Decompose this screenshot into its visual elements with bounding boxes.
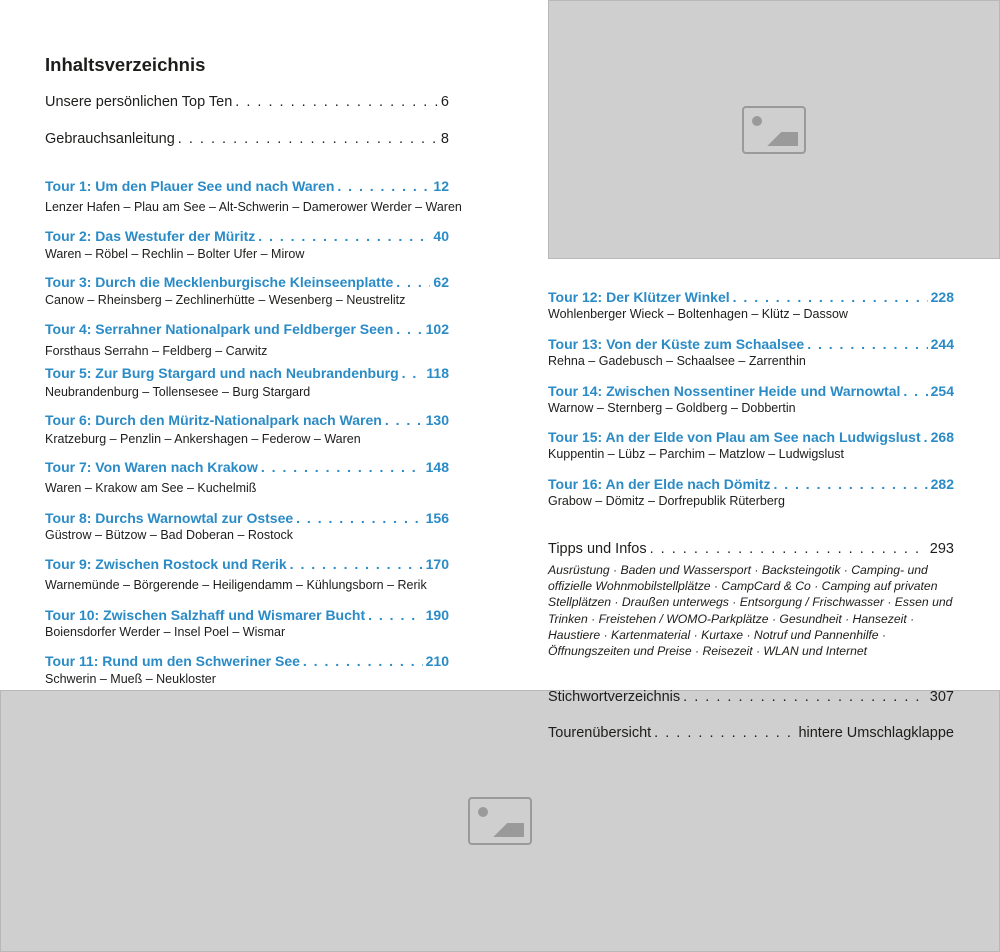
toc-tour-title: Tour 8: Durchs Warnowtal zur Ostsee (45, 510, 294, 526)
toc-tour-places: Neubrandenburg – Tollensesee – Burg Stargard (45, 385, 311, 399)
toc-entry-title: Tourenübersicht (548, 725, 652, 741)
toc-tour-title: Tour 11: Rund um den Schweriner See (45, 653, 300, 669)
toc-tour-page: 62 (433, 274, 449, 290)
toc-tour-page: 148 (425, 459, 449, 475)
toc-tour-places: Warnow – Sternberg – Goldberg – Dobbertin (548, 401, 796, 415)
toc-tour-8[interactable] (45, 510, 449, 526)
photo-placeholder-boathouses (548, 0, 1000, 259)
toc-tour-title: Tour 6: Durch den Müritz-Nationalpark nach Waren (45, 412, 382, 428)
toc-entry-title: Gebrauchsanleitung (45, 131, 175, 147)
toc-entry-page: 6 (440, 94, 449, 110)
toc-tour-places: Güstrow – Bützow – Bad Doberan – Rostock (45, 528, 294, 542)
toc-tour-places: Warnemünde – Börgerende – Heiligendamm – Kühlungsborn – Rerik (45, 578, 427, 592)
toc-tour-title: Tour 7: Von Waren nach Krakow (45, 459, 258, 475)
toc-tour-places: Schwerin – Mueß – Neukloster (45, 672, 216, 686)
toc-entry-stichwortverzeichnis[interactable] (548, 689, 954, 705)
toc-tour-title: Tour 3: Durch die Mecklenburgische Kleinseenplatte (45, 274, 394, 290)
toc-tour-16[interactable] (548, 476, 954, 492)
toc-tour-places: Lenzer Hafen – Plau am See – Alt-Schwerin – Damerower Werder – Waren (45, 200, 462, 214)
tipps-topics: Ausrüstung · Baden und Wassersport · Backsteingotik · Camping- und offizielle Wohnmobilstellplätze · CampCard & Co · Camping auf privaten Stellplätzen · Draußen unterwegs · Entsorgung / Frischwasser · Essen und Trinken · Freistehen / WOMO-Parkplätze · Gesundheit · Hansezeit · Haustiere · Kartenmaterial · Kurtaxe · Notruf und Pannenhilfe · Öffnungszeiten und Preise · Reisezeit · WLAN und Internet (548, 563, 953, 659)
toc-entry-page: 307 (929, 689, 954, 705)
toc-tour-title: Tour 5: Zur Burg Stargard und nach Neubrandenburg (45, 365, 399, 381)
toc-entry-top-ten[interactable] (45, 94, 449, 110)
toc-tour-page: 40 (433, 228, 449, 244)
page-title: Inhaltsverzeichnis (45, 54, 206, 75)
toc-entry-tipps[interactable] (548, 541, 954, 557)
toc-entry-title: Stichwortverzeichnis (548, 689, 681, 705)
toc-tour-title: Tour 16: An der Elde nach Dömitz (548, 476, 771, 492)
toc-tour-page: 156 (425, 510, 449, 526)
toc-tour-title: Tour 2: Das Westufer der Müritz (45, 228, 256, 244)
toc-entry-page: hintere Umschlagklappe (798, 725, 954, 741)
toc-tour-3[interactable] (45, 274, 449, 290)
toc-tour-page: 210 (425, 653, 449, 669)
toc-tour-places: Grabow – Dömitz – Dorfrepublik Rüterberg (548, 494, 785, 508)
toc-tour-10[interactable] (45, 607, 449, 623)
toc-tour-4[interactable] (45, 321, 449, 337)
toc-tour-title: Tour 10: Zwischen Salzhaff und Wismarer Bucht (45, 607, 366, 623)
toc-tour-places: Kratzeburg – Penzlin – Ankershagen – Federow – Waren (45, 432, 361, 446)
toc-tour-places: Waren – Krakow am See – Kuchelmiß (45, 481, 257, 495)
toc-tour-places: Rehna – Gadebusch – Schaalsee – Zarrenthin (548, 354, 806, 368)
image-icon (742, 106, 806, 154)
toc-tour-14[interactable] (548, 383, 954, 399)
toc-tour-page: 254 (930, 383, 954, 399)
toc-tour-places: Waren – Röbel – Rechlin – Bolter Ufer – Mirow (45, 247, 305, 261)
toc-tour-5[interactable] (45, 365, 449, 381)
toc-tour-12[interactable] (548, 289, 954, 305)
toc-entry-gebrauchsanleitung[interactable] (45, 131, 449, 147)
toc-tour-places: Kuppentin – Lübz – Parchim – Matzlow – Ludwigslust (548, 447, 844, 461)
toc-tour-7[interactable] (45, 459, 449, 475)
toc-tour-page: 12 (433, 178, 449, 194)
toc-tour-places: Boiensdorfer Werder – Insel Poel – Wismar (45, 625, 286, 639)
toc-tour-15[interactable] (548, 429, 954, 445)
toc-tour-page: 190 (425, 607, 449, 623)
toc-entry-title: Tipps und Infos (548, 541, 647, 557)
toc-entry-page: 8 (440, 131, 449, 147)
toc-entry-tourenuebersicht[interactable] (548, 725, 954, 741)
toc-tour-page: 130 (425, 412, 449, 428)
toc-tour-2[interactable] (45, 228, 449, 244)
toc-tour-title: Tour 13: Von der Küste zum Schaalsee (548, 336, 805, 352)
toc-tour-page: 102 (425, 321, 449, 337)
toc-tour-page: 228 (930, 289, 954, 305)
toc-entry-page: 293 (929, 541, 954, 557)
toc-tour-title: Tour 15: An der Elde von Plau am See nach Ludwigslust (548, 429, 921, 445)
toc-tour-title: Tour 12: Der Klützer Winkel (548, 289, 730, 305)
toc-tour-1[interactable] (45, 178, 449, 194)
toc-tour-page: 268 (930, 429, 954, 445)
toc-tour-places: Canow – Rheinsberg – Zechlinerhütte – Wesenberg – Neustrelitz (45, 293, 406, 307)
toc-tour-11[interactable] (45, 653, 449, 669)
toc-tour-6[interactable] (45, 412, 449, 428)
toc-tour-title: Tour 4: Serrahner Nationalpark und Feldberger Seen (45, 321, 394, 337)
toc-tour-title: Tour 14: Zwischen Nossentiner Heide und Warnowtal (548, 383, 901, 399)
toc-tour-page: 244 (930, 336, 954, 352)
toc-tour-page: 170 (425, 556, 449, 572)
toc-tour-title: Tour 9: Zwischen Rostock und Rerik (45, 556, 287, 572)
toc-tour-page: 118 (426, 365, 449, 381)
toc-tour-page: 282 (930, 476, 954, 492)
toc-tour-title: Tour 1: Um den Plauer See und nach Waren (45, 178, 335, 194)
toc-tour-9[interactable] (45, 556, 449, 572)
toc-entry-title: Unsere persönlichen Top Ten (45, 94, 233, 110)
toc-tour-places: Forsthaus Serrahn – Feldberg – Carwitz (45, 344, 268, 358)
image-icon (468, 797, 532, 845)
toc-tour-places: Wohlenberger Wieck – Boltenhagen – Klütz – Dassow (548, 307, 848, 321)
toc-tour-13[interactable] (548, 336, 954, 352)
